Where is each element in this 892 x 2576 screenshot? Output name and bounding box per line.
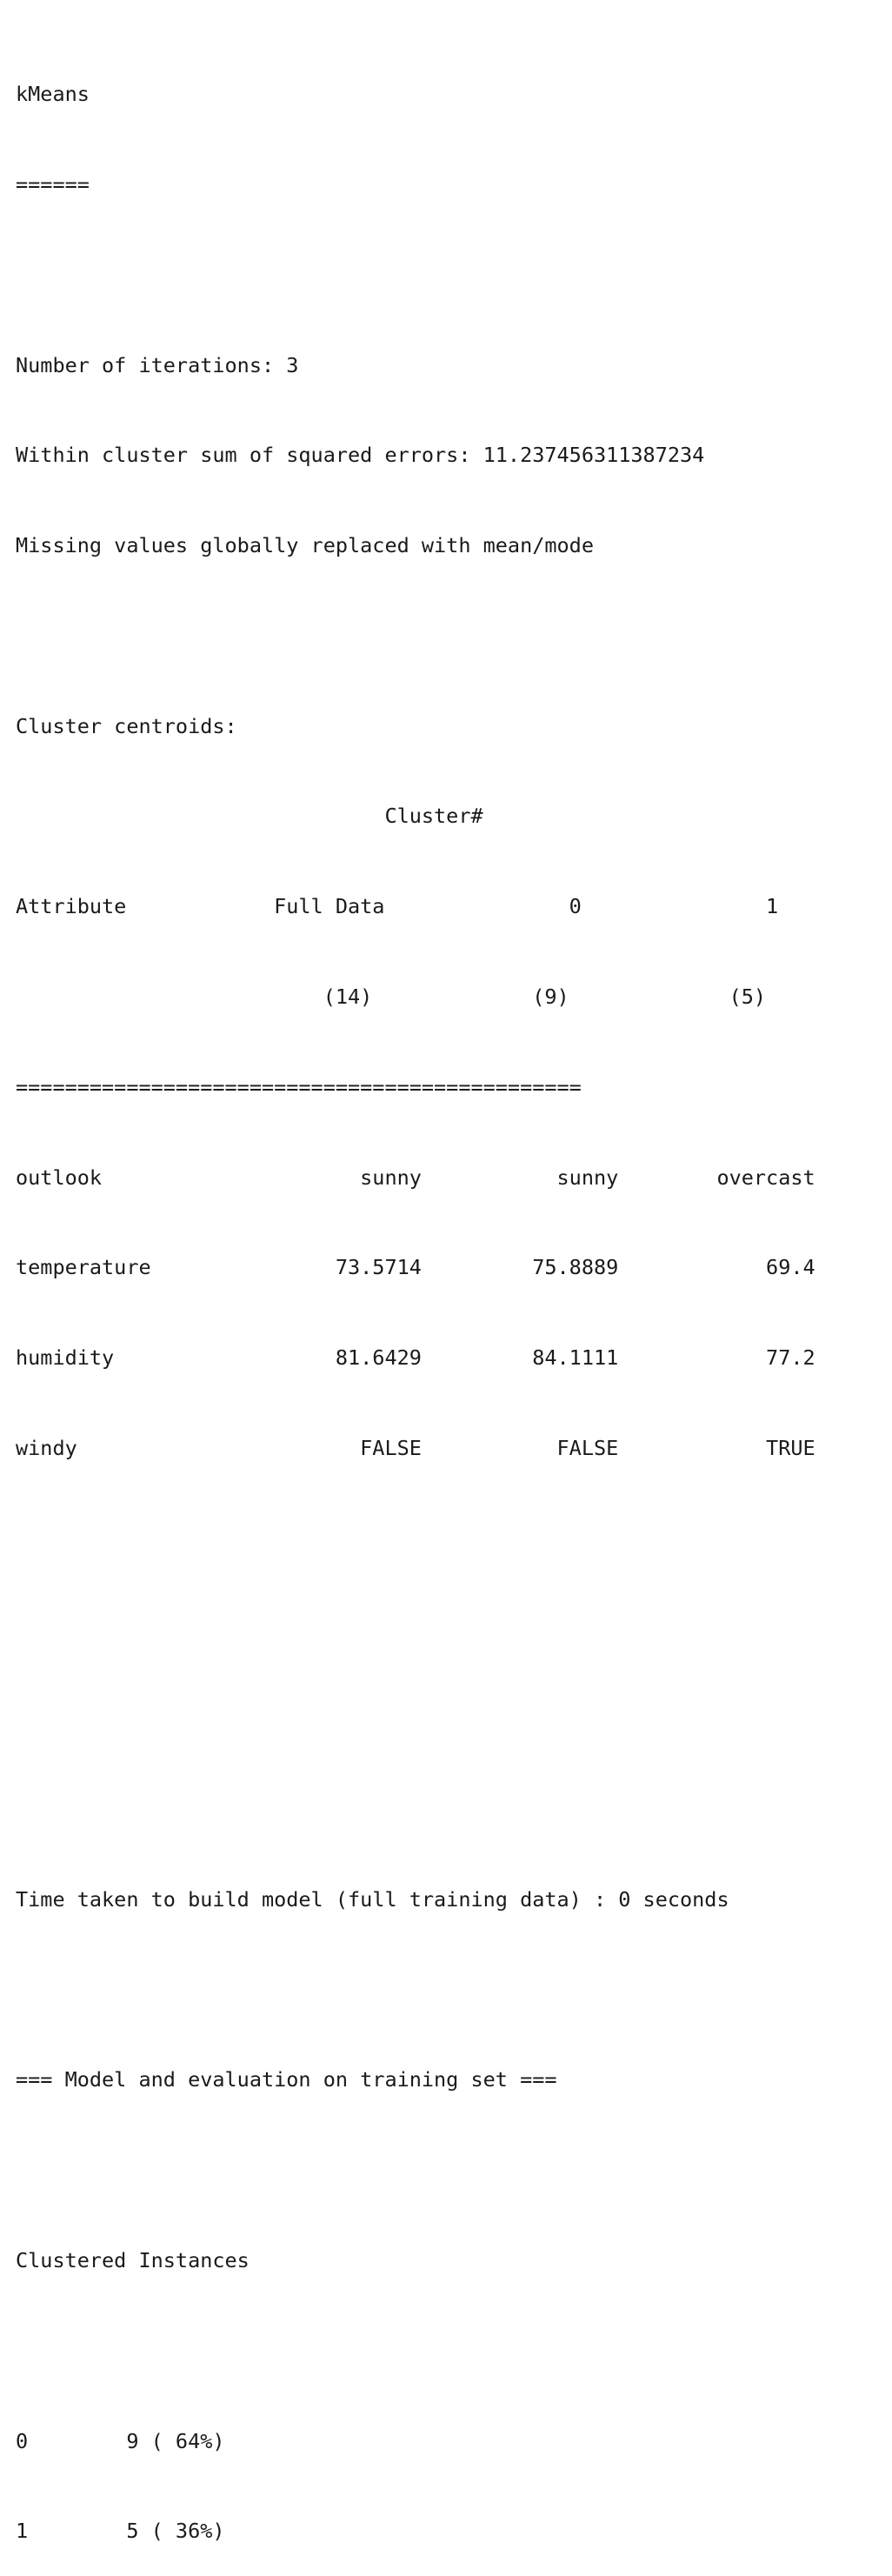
spacer [16, 1794, 876, 1825]
centroids-column-header: Attribute Full Data 0 1 [16, 894, 779, 919]
time-taken-line: Time taken to build model (full training data) : 0 seconds [16, 1886, 729, 1912]
list-item: 0 9 ( 64%) [16, 2428, 225, 2453]
spacer [16, 1524, 876, 1554]
cluster-centroids-heading: Cluster centroids: [16, 713, 237, 738]
spacer [16, 1704, 876, 1734]
within-cluster-sse-line: Within cluster sum of squared errors: 11.237456311387234 [16, 443, 705, 468]
centroids-cluster-header: Cluster# [16, 804, 483, 829]
spacer [16, 1975, 876, 2005]
report-title-rule: ====== [16, 171, 90, 197]
table-row: humidity 81.6429 84.1111 77.2 [16, 1345, 815, 1371]
evaluation-heading: === Model and evaluation on training set === [16, 2067, 557, 2092]
clustered-instances-heading: Clustered Instances [16, 2247, 250, 2272]
list-item: 1 5 ( 36%) [16, 2519, 225, 2544]
spacer [16, 2155, 876, 2186]
iterations-line: Number of iterations: 3 [16, 352, 299, 377]
centroids-separator: ============================================== [16, 1074, 582, 1099]
spacer [16, 2336, 876, 2366]
table-row: windy FALSE FALSE TRUE [16, 1435, 815, 1460]
spacer [16, 621, 876, 651]
report-title: kMeans [16, 82, 90, 107]
table-row: temperature 73.5714 75.8889 69.4 [16, 1255, 815, 1280]
table-row: outlook sunny sunny overcast [16, 1165, 815, 1190]
centroids-count-row: (14) (9) (5) [16, 984, 767, 1009]
spacer [16, 260, 876, 290]
missing-values-line: Missing values globally replaced with mean/mode [16, 533, 594, 558]
spacer [16, 1613, 876, 1644]
